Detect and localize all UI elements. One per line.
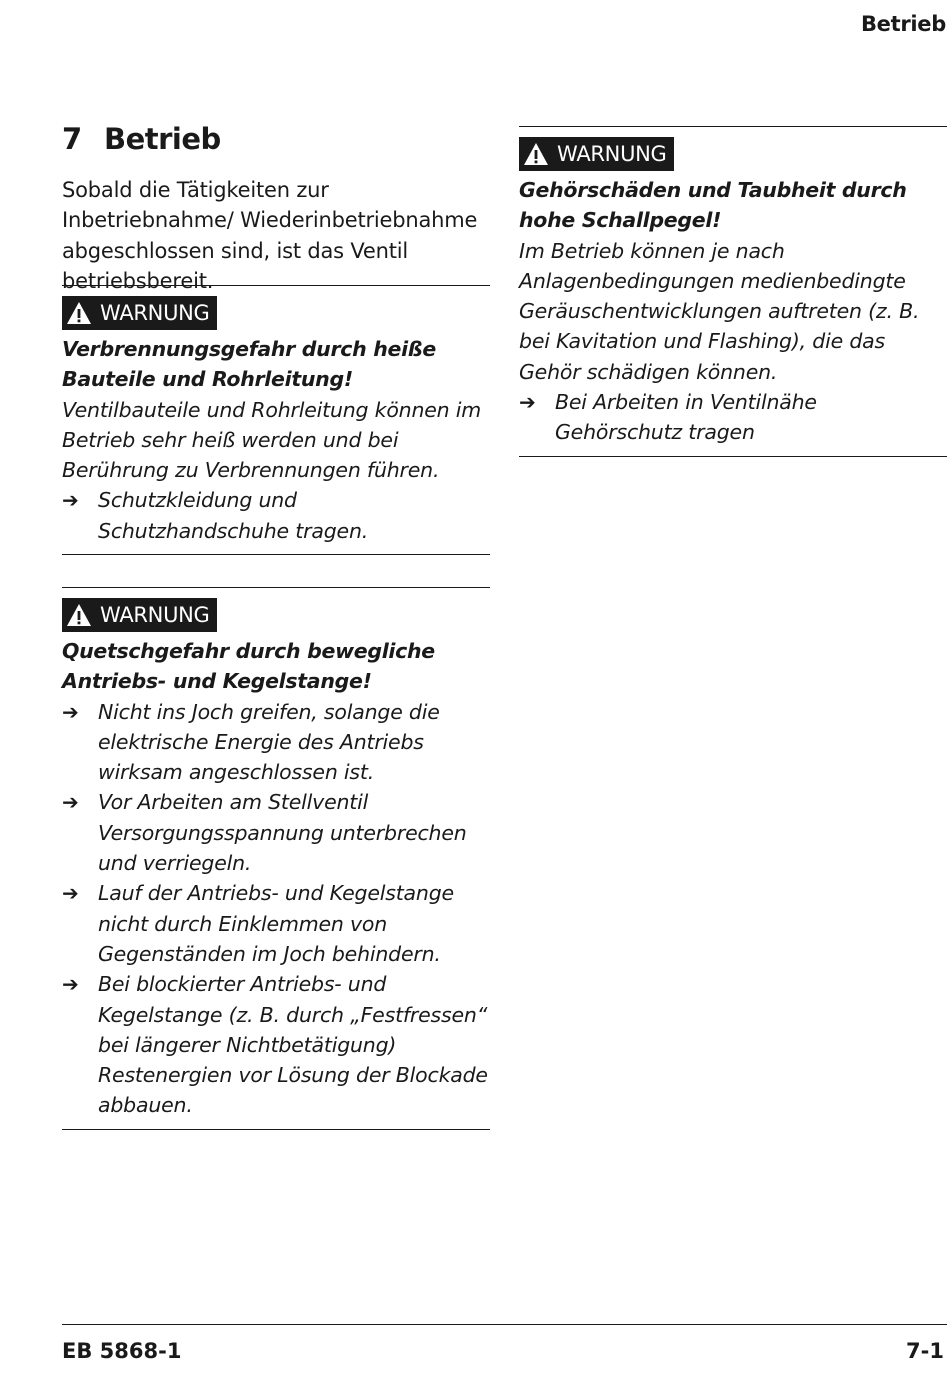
warning-title: Verbrennungsgefahr durch heiße Bauteile und Rohrleitung! [62, 337, 436, 392]
footer-divider [62, 1324, 947, 1325]
arrow-right-icon: ➔ [62, 972, 79, 997]
action-list [519, 387, 947, 448]
action-item [62, 878, 490, 969]
action-item [519, 387, 947, 448]
action-text: Nicht ins Joch greifen, solange die elektrische Energie des Antriebs wirksam angeschlossen ist. [98, 699, 440, 785]
warning-body: Im Betrieb können je nach Anlagenbedingungen medienbedingte Geräuschentwicklungen auftreten (z. B. bei Kavitation und Flashing), die das Gehör schädigen können. [519, 238, 920, 384]
warning-badge [62, 598, 217, 632]
warning-triangle-icon [66, 603, 92, 627]
action-list [62, 697, 490, 1121]
chapter-title: Betrieb [104, 122, 221, 156]
warning-noise [519, 126, 947, 457]
chapter-number: 7 [62, 122, 82, 156]
action-item [62, 485, 490, 546]
action-item [62, 697, 490, 788]
warning-badge [519, 137, 674, 171]
warning-label: WARNUNG [100, 603, 210, 627]
arrow-right-icon: ➔ [62, 881, 79, 906]
warning-label: WARNUNG [557, 142, 667, 166]
warning-crush [62, 587, 490, 1130]
warning-body: Ventilbauteile und Rohrleitung können im Betrieb sehr heiß werden und bei Berührung zu Verbrennungen führen. [62, 397, 482, 483]
warning-label: WARNUNG [100, 301, 210, 325]
chapter-heading [62, 122, 221, 156]
action-text: Schutzkleidung und Schutzhandschuhe tragen. [98, 488, 369, 543]
action-text: Vor Arbeiten am Stellventil Versorgungsspannung unterbrechen und verriegeln. [98, 790, 467, 876]
warning-badge [62, 296, 217, 330]
arrow-right-icon: ➔ [62, 699, 79, 724]
arrow-right-icon: ➔ [519, 390, 536, 415]
arrow-right-icon: ➔ [62, 790, 79, 815]
warning-title: Gehörschäden und Taubheit durch hohe Schallpegel! [519, 178, 907, 233]
warning-triangle-icon [66, 301, 92, 325]
action-text: Lauf der Antriebs- und Kegelstange nicht durch Einklemmen von Gegenständen im Joch behindern. [98, 881, 454, 966]
action-text: Bei blockierter Antriebs- und Kegelstange (z. B. durch „Festfressen“ bei längerer Nichtbetätigung) Restenergien vor Lösung der Blockade abbauen. [98, 972, 488, 1118]
warning-triangle-icon [523, 142, 549, 166]
action-item [62, 787, 490, 878]
intro-paragraph: Sobald die Tätigkeiten zur Inbetriebnahme/ Wiederinbetriebnahme abgeschlossen sind, ist das Ventil betriebsbereit. [62, 178, 478, 293]
warning-title: Quetschgefahr durch bewegliche Antriebs- und Kegelstange! [62, 639, 435, 694]
action-item [62, 969, 490, 1120]
action-list [62, 485, 490, 546]
warning-burn [62, 285, 490, 555]
arrow-right-icon: ➔ [62, 488, 79, 513]
running-header: Betrieb [860, 12, 946, 36]
page-number: 7-1 [906, 1339, 944, 1363]
document-number: EB 5868-1 [62, 1339, 182, 1363]
action-text: Bei Arbeiten in Ventilnähe Gehörschutz tragen [555, 390, 817, 445]
